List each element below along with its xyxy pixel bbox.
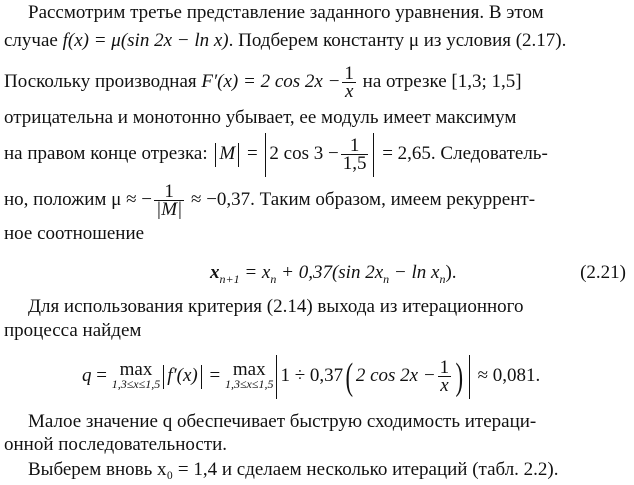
text-line: Рассмотрим третье представление заданного уравнения. В этом (28, 2, 544, 23)
text-span: = (242, 143, 263, 164)
equation-2-21 (210, 262, 457, 290)
text-line (4, 178, 535, 222)
subscript: n (383, 271, 390, 286)
formula: ≈ 0,081. (472, 365, 541, 386)
text-line: процесса найдем (4, 320, 142, 341)
fraction-denominator: x (438, 376, 452, 394)
formula: ). (445, 262, 457, 283)
fraction (342, 63, 356, 103)
formula: f(x) = μ(sin 2x − ln x) (62, 30, 229, 51)
text-span: ≈ −0,37. Таким образом, имеем рекуррент- (186, 189, 536, 210)
text-span: на правом конце отрезка: (4, 143, 213, 164)
max-limit: 1,3≤x≤1,5 (224, 376, 274, 391)
max-limit: 1,3≤x≤1,5 (111, 376, 161, 391)
abs-bar (238, 143, 239, 167)
text-line (4, 62, 522, 102)
subscript: n+1 (219, 271, 240, 286)
fraction-denominator: |M| (156, 199, 183, 221)
max-operator (224, 358, 274, 392)
subscript: n (270, 271, 277, 286)
text-span: Поскольку производная (4, 71, 202, 92)
formula: 2 cos 2x − (355, 365, 436, 386)
abs-bar (373, 133, 374, 177)
paren-left: ( (345, 355, 354, 398)
fraction (341, 135, 369, 175)
abs-bar (469, 355, 470, 399)
fraction-numerator: 1 (439, 357, 450, 379)
fraction-numerator: 1 (344, 63, 354, 85)
formula: = (91, 365, 112, 386)
abs-bar (276, 355, 277, 399)
text-span: = 2,65. Следователь- (377, 143, 548, 164)
text-span: на отрезке [1,3; 1,5] (357, 71, 522, 92)
abs-bar (163, 365, 164, 389)
text-line (4, 132, 548, 177)
equation-q (82, 352, 540, 400)
fraction-numerator: 1 (349, 135, 360, 157)
formula: 2 cos 3 − (269, 143, 339, 164)
formula: F′(x) = 2 cos 2x − (201, 71, 341, 92)
fraction (438, 357, 452, 397)
fraction (154, 181, 184, 221)
max-label: max (119, 358, 153, 380)
text-line: Для использования критерия (2.14) выхода из итерационного (28, 296, 524, 317)
formula: = (204, 365, 225, 386)
abs-bar (215, 143, 216, 167)
max-label: max (232, 358, 266, 380)
max-operator (111, 358, 161, 392)
text-line: онной последовательности. (4, 434, 227, 455)
text-line: ное соотношение (4, 223, 145, 244)
formula: M (219, 143, 236, 164)
text-line: отрицательна и монотонно убывает, ее модуль имеет максимум (4, 107, 517, 128)
formula: x (210, 262, 220, 283)
formula: = x (239, 262, 271, 283)
text-line: Выберем вновь x₀ = 1,4 и сделаем несколько итераций (табл. 2.2). (28, 459, 559, 480)
formula: + 0,37(sin 2x (276, 262, 384, 283)
formula: 1 ÷ 0,37 (280, 365, 344, 386)
formula: q (82, 365, 92, 386)
text-line (4, 30, 566, 52)
abs-bar (201, 365, 202, 389)
text-span: но, положим μ ≈ − (4, 189, 152, 210)
text-span: случае (4, 30, 63, 51)
paren-right: ) (455, 355, 464, 398)
equation-number: (2.21) (580, 262, 626, 283)
text-line: Малое значение q обеспечивает быструю сходимость итераци- (28, 411, 537, 432)
formula: − ln x (389, 262, 440, 283)
fraction-denominator: x (342, 82, 356, 100)
formula: f′(x) (167, 365, 198, 386)
fraction-denominator: 1,5 (342, 153, 367, 175)
text-span: . Подберем константу μ из условия (2.17). (228, 30, 567, 51)
subscript: n (439, 271, 446, 286)
abs-bar (265, 133, 266, 177)
fraction-numerator: 1 (164, 181, 174, 203)
